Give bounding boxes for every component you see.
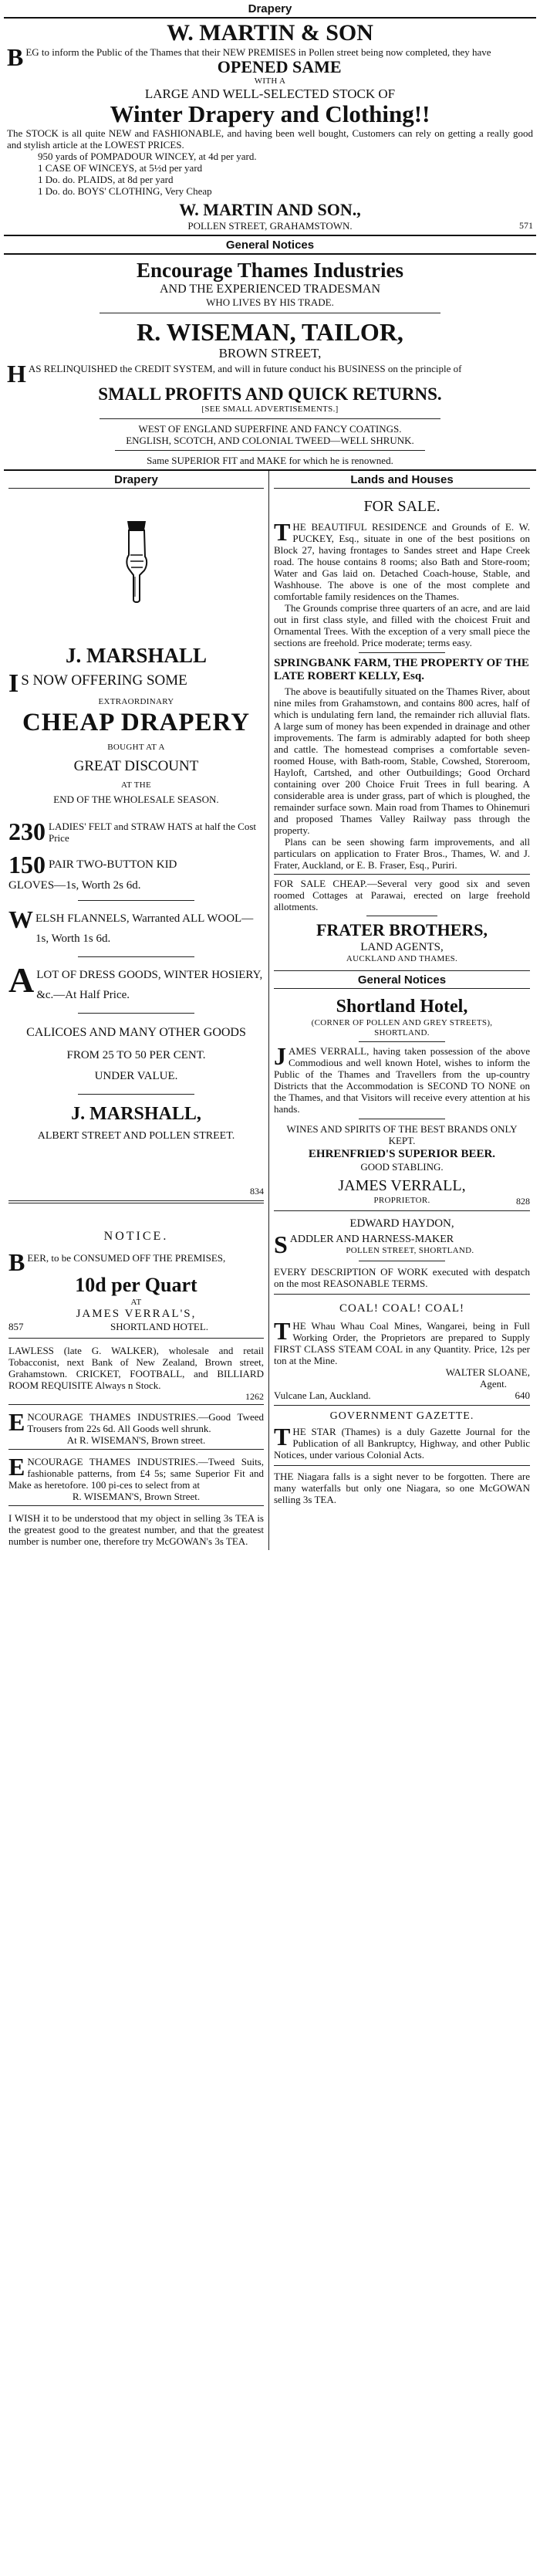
marshall-extra: EXTRAORDINARY <box>98 697 174 706</box>
martin-item: 1 CASE OF WINCEYS, at 5½d per yard <box>38 162 203 174</box>
marshall-hats: 230 LADIES' FELT and STRAW HATS at half the Cost Price <box>8 817 257 845</box>
two-column-area <box>4 471 536 1550</box>
frater-where: AUCKLAND AND THAMES. <box>346 954 458 963</box>
wiseman-name: R. WISEMAN, TAILOR, <box>137 318 403 346</box>
wiseman-and-the: AND THE EXPERIENCED TRADESMAN <box>159 283 381 296</box>
lawless-ref: 1262 <box>245 1391 264 1402</box>
haydon-trade: SADDLER AND HARNESS-MAKER <box>274 1230 454 1258</box>
marshall-under: UNDER VALUE. <box>94 1070 178 1082</box>
lawless-body: LAWLESS (late G. WALKER), wholesale and retail Tobacconist, next Bank of New Zealand, Brown street, Grahamstown. CRICKET, FOOTBALL, and BILLIARD ROOM REQUISITE Always n Stock. <box>8 1345 264 1391</box>
frater-p2: The Grounds comprise three quarters of an acre, and are laid out in first class style, and filled with the choicest Fruit and Ornamental Trees. With the exception of a very small piece the sections are freehold. Price moderate; terms easy. <box>274 602 530 648</box>
marshall-bought: BOUGHT AT A <box>107 743 165 752</box>
marshall-at-the: AT THE <box>121 780 151 790</box>
verrall-notice-name: JAMES VERRAL'S, <box>76 1308 197 1320</box>
coal-advert <box>274 1295 530 1402</box>
coal-lane: Vulcane Lan, Auckland. <box>274 1390 371 1401</box>
coal-body: THE Whau Whau Coal Mines, Wangarei, being in Full Working Order, the Proprietors are prepared to Supply FIRST CLASS STEAM COAL in any Quantity. Price, 12s per ton at the Mine. <box>274 1317 530 1366</box>
martin-opened: OPENED SAME <box>217 57 342 76</box>
shortland-title: Shortland Hotel, <box>336 997 468 1017</box>
martin-sign: W. MARTIN AND SON., <box>179 200 361 219</box>
frater-p1: THE BEAUTIFUL RESIDENCE and Grounds of E. W. PUCKEY, Esq., situate in one of the best positions on Block 27, having frontages to Sandes street and Hape Creek road. The house contains 8 rooms; also Bath and Store-room; Water and Gas laid on. Detached Coach-house, Stable, and Washhouse. The above is one of the most complete and comfortable family residences on the Thames. <box>274 518 530 602</box>
haydon-every: EVERY DESCRIPTION OF WORK executed with despatch on the most REASONABLE TERMS. <box>274 1266 530 1289</box>
wiseman-street: BROWN STREET, <box>218 346 322 361</box>
verrall-notice-price: 10d per Quart <box>75 1274 197 1296</box>
martin-title: W. MARTIN & SON <box>167 20 373 46</box>
frater-sign: FRATER BROTHERS, <box>316 920 488 939</box>
martin-large: LARGE AND WELL-SELECTED STOCK OF <box>144 86 396 101</box>
shortland-beer: EHRENFRIED'S SUPERIOR BEER. <box>308 1148 496 1160</box>
verrall-notice-hotel: SHORTLAND HOTEL. <box>110 1321 209 1332</box>
marshall-gloves: 150 PAIR TWO-BUTTON KID <box>8 851 177 878</box>
martin-item: 950 yards of POMPADOUR WINCEY, at 4d per yard. <box>38 151 257 162</box>
section-header-general-notices: General Notices <box>225 239 315 252</box>
marshall-sign: J. MARSHALL, <box>71 1104 201 1124</box>
small2-sign: R. WISEMAN'S, Brown Street. <box>72 1491 201 1502</box>
wiseman-encourage: Encourage Thames Industries <box>136 259 404 282</box>
section-header-lands: Lands and Houses <box>350 473 454 486</box>
marshall-end: END OF THE WHOLESALE SEASON. <box>53 794 219 805</box>
frater-for-sale: FOR SALE. <box>363 498 440 515</box>
martin-item: 1 Do. do. BOYS' CLOTHING, Very Cheap <box>38 185 212 197</box>
verrall-notice-title: NOTICE. <box>103 1230 169 1243</box>
marshall-addr: ALBERT STREET AND POLLEN STREET. <box>37 1130 235 1142</box>
gazette-body: THE STAR (Thames) is a duly Gazette Journal for the Publication of all Bankruptcy, Highway, and other Public Notices, under various Colonial Acts. <box>274 1423 530 1461</box>
marshall-calicoes: CALICOES AND MANY OTHER GOODS <box>26 1026 246 1039</box>
wiseman-west: WEST OF ENGLAND SUPERFINE AND FANCY COATINGS. <box>138 423 402 435</box>
frater-springbank: SPRINGBANK FARM, THE PROPERTY OF THE LATE ROBERT KELLY, Esq. <box>274 657 529 682</box>
haydon-advert <box>274 1211 530 1289</box>
frater-agents: LAND AGENTS, <box>360 941 444 953</box>
niagara-advert <box>274 1466 530 1505</box>
wiseman-body: HAS RELINQUISHED the CREDIT SYSTEM, and will in future conduct his BUSINESS on the principle of <box>7 360 462 388</box>
frater-p3: The above is beautifully situated on the Thames River, about nine miles from Grahamstown, and contains 800 acres, half of which is undulating fern land, the remainder rich alluvial flats. A large sum of money has been expended in drainage and other improvements. The farm is admirably adapted for both sheep and cattle. The homestead comprises a comfortable seven-roomed House, with Bath-room, Stable, Cowshed, Storeroom, Hayloft, Cartshed, and other Outbuildings; Good Orchard containing over 200 Choice Fruit Trees in full bearing. A considerable area is under grass, part of which is ploughed, the remainder surface sown. Main road from Thames to Ohinemuri and proposed Thames Valley Railway pass through the property. <box>274 685 530 836</box>
verrall-notice-body: BEER, to be CONSUMED OFF THE PREMISES, <box>8 1248 226 1276</box>
shortland-stabling: GOOD STABLING. <box>360 1161 444 1173</box>
marshall-ref: 834 <box>250 1186 264 1197</box>
wiseman-small-profits: SMALL PROFITS AND QUICK RETURNS. <box>98 384 442 404</box>
shortland-wines: WINES AND SPIRITS OF THE BEST BRANDS ONLY KEPT. <box>286 1123 518 1146</box>
section-header-drapery: Drapery <box>248 2 292 15</box>
section-header-drapery-left: Drapery <box>114 473 158 486</box>
martin-items <box>7 151 533 197</box>
coal-title: COAL! COAL! COAL! <box>339 1302 464 1315</box>
lawless-advert <box>8 1339 264 1404</box>
wiseman-small-advert-2: ENCOURAGE THAMES INDUSTRIES.—Tweed Suits, fashionable patterns, from £4 5s; same Superior Fit and Make as heretofore. 100 pi-ces to select from at R. WISEMAN'S, Brown Street. <box>8 1453 264 1502</box>
marshall-advert <box>8 489 264 1197</box>
martin-with-a: WITH A <box>254 76 286 86</box>
shortland-corner: (CORNER OF POLLEN AND GREY STREETS), <box>311 1018 493 1027</box>
shortland-body: JAMES VERRALL, having taken possession of the above Commodious and well known Hotel, wishes to inform the Public of the Thames and Travellers from the up-country Districts that the Accommodation is SECOND TO NONE on the Thames, and that Visitors will receive every attention at his hands. <box>274 1042 530 1115</box>
verrall-notice-at: AT <box>130 1298 142 1307</box>
martin-winter: Winter Drapery and Clothing!! <box>110 100 430 127</box>
shortland-prop: PROPRIETOR. <box>373 1196 430 1205</box>
gazette-title: GOVERNMENT GAZETTE. <box>329 1410 474 1422</box>
coal-sign: WALTER SLOANE, <box>445 1366 530 1378</box>
frater-advert <box>274 489 530 964</box>
marshall-great: GREAT DISCOUNT <box>73 758 199 774</box>
right-column <box>269 471 535 1550</box>
frater-cheap: FOR SALE CHEAP.—Several very good six and seven roomed Cottages at Parawai, erected on large freehold allotments. <box>274 878 530 912</box>
gazette-advert <box>274 1406 530 1461</box>
martin-ref: 571 <box>519 220 533 231</box>
niagara-body: THE Niagara falls is a sight never to be forgotten. There are many waterfalls but only one Niagara, so one McGOWAN selling 3s TEA. <box>274 1471 530 1505</box>
marshall-cheap: CHEAP DRAPERY <box>22 709 251 736</box>
coal-ref: 640 <box>515 1390 530 1401</box>
haydon-name: EDWARD HAYDON, <box>349 1217 454 1230</box>
marshall-lot: ALOT OF DRESS GOODS, WINTER HOSIERY, &c.—At Half Price. <box>8 960 263 1001</box>
marshall-from: FROM 25 TO 50 PER CENT. <box>66 1049 206 1061</box>
marshall-gloves-price: GLOVES—1s, Worth 2s 6d. <box>8 879 141 892</box>
martin-intro: BEG to inform the Public of the Thames that their NEW PREMISES in Pollen street being now completed, they have <box>7 43 491 71</box>
martin-stock: The STOCK is all quite NEW and FASHIONABLE, and having been well bought, Customers can rely on getting a really good and stylish article at the LOWEST PRICES. <box>7 127 533 151</box>
small1-sign: At R. WISEMAN'S, Brown street. <box>66 1434 206 1446</box>
wiseman-advert <box>4 255 536 469</box>
marshall-name: J. MARSHALL <box>65 644 207 667</box>
haydon-street: POLLEN STREET, SHORTLAND. <box>346 1246 474 1255</box>
wiseman-same: Same SUPERIOR FIT and MAKE for which he is renowned. <box>147 455 393 466</box>
mcgowan-body: I WISH it to be understood that my object in selling 3s TEA is the greatest good to the greatest number, and that the greatest number is number one, therefore try McGOWAN's 3s TEA. <box>8 1512 264 1547</box>
wiseman-small-advert-1: ENCOURAGE THAMES INDUSTRIES.—Good Tweed Trousers from 22s 6d. All Goods well shrunk. At R. WISEMAN'S, Brown street. <box>8 1408 264 1446</box>
martin-advert <box>4 19 536 235</box>
left-column <box>4 471 269 1550</box>
marshall-welsh: WELSH FLANNELS, Warranted ALL WOOL—1s, Worth 1s 6d. <box>8 905 254 945</box>
verrall-notice <box>8 1203 264 1333</box>
verrall-notice-ref: 857 <box>8 1321 24 1332</box>
frater-p4: Plans can be seen showing farm improvements, and all particulars on application to Frater Bros., Thames, W. and J. Frater, Auckland, or E. B. Fraser, Esq., Puriri. <box>274 836 530 871</box>
shortland-advert <box>274 989 530 1206</box>
mcgowan-advert <box>8 1506 264 1550</box>
pointing-hand-icon <box>8 520 264 604</box>
wiseman-english: ENGLISH, SCOTCH, AND COLONIAL TWEED—WELL SHRUNK. <box>126 435 414 446</box>
shortland-ref: 828 <box>516 1196 530 1207</box>
section-header-general-notices-right: General Notices <box>357 973 447 987</box>
newspaper-page <box>4 0 536 1550</box>
marshall-now: I S NOW OFFERING SOME <box>8 669 187 698</box>
coal-agent: Agent. <box>479 1378 507 1390</box>
shortland-sign: JAMES VERRALL, <box>338 1177 466 1194</box>
martin-item: 1 Do. do. PLAIDS, at 8d per yard <box>38 174 174 185</box>
shortland-town: SHORTLAND. <box>374 1028 430 1038</box>
martin-address: POLLEN STREET, GRAHAMSTOWN. <box>187 220 353 232</box>
wiseman-see: [SEE SMALL ADVERTISEMENTS.] <box>201 405 339 414</box>
wiseman-who: WHO LIVES BY HIS TRADE. <box>206 296 334 308</box>
